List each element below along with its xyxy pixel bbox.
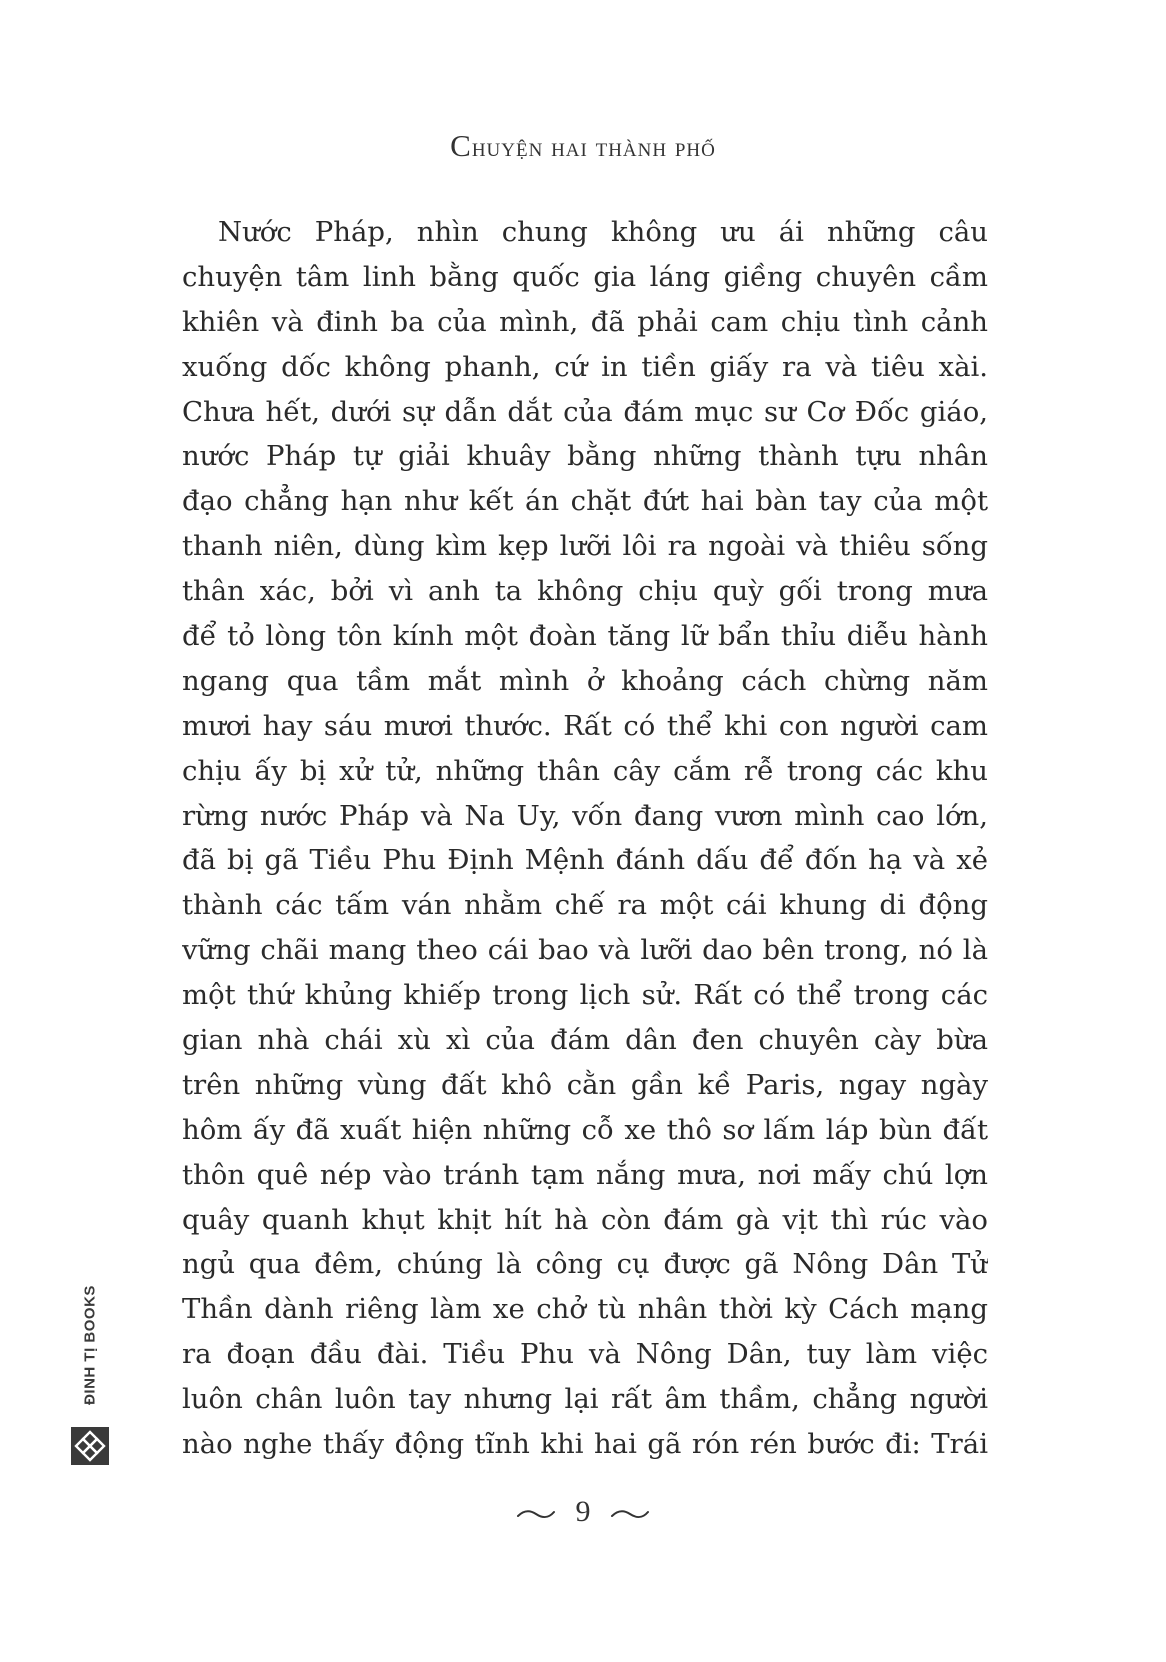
text-line: gian nhà chái xù xì của đám dân đen chuyên cày bừa	[182, 1024, 988, 1057]
text-line: rừng nước Pháp và Na Uy, vốn đang vươn mình cao lớn,	[182, 799, 988, 832]
text-line: nước Pháp tự giải khuây bằng những thành tựu nhân	[182, 440, 988, 473]
text-line: Thần dành riêng làm xe chở tù nhân thời kỳ Cách mạng	[182, 1293, 988, 1326]
text-line: thành các tấm ván nhằm chế ra một cái khung di động	[182, 889, 988, 922]
text-line: nào nghe thấy động tĩnh khi hai gã rón rén bước đi: Trái	[182, 1428, 988, 1461]
text-line: chịu ấy bị xử tử, những thân cây cắm rễ trong các khu	[182, 754, 988, 787]
text-line: trên những vùng đất khô cằn gần kề Paris, ngay ngày	[182, 1068, 988, 1101]
left-swash-icon	[516, 1506, 556, 1522]
text-line: mươi hay sáu mươi thước. Rất có thể khi con người cam	[182, 709, 988, 742]
text-line: để tỏ lòng tôn kính một đoàn tăng lữ bẩn thỉu diễu hành	[182, 620, 988, 653]
body-text	[182, 210, 988, 1467]
text-line: luôn chân luôn tay nhưng lại rất âm thầm, chẳng người	[182, 1383, 988, 1416]
publisher-mark	[68, 1285, 112, 1465]
text-line: khiên và đinh ba của mình, đã phải cam chịu tình cảnh	[182, 305, 988, 338]
text-line: chuyện tâm linh bằng quốc gia láng giềng chuyên cầm	[182, 260, 988, 293]
page-number: 9	[575, 1495, 591, 1528]
text-line: quây quanh khụt khịt hít hà còn đám gà vịt thì rúc vào	[182, 1203, 988, 1236]
text-line: ngang qua tầm mắt mình ở khoảng cách chừng năm	[182, 664, 988, 697]
text-line: ngủ qua đêm, chúng là công cụ được gã Nông Dân Tử	[182, 1248, 988, 1281]
text-line: đạo chẳng hạn như kết án chặt đứt hai bàn tay của một	[182, 485, 988, 518]
text-line: một thứ khủng khiếp trong lịch sử. Rất có thể trong các	[182, 979, 988, 1012]
text-line: xuống dốc không phanh, cứ in tiền giấy ra và tiêu xài.	[182, 350, 988, 383]
running-header-title: huyện hai thành phố	[471, 132, 716, 162]
publisher-name: ĐINH TỊ BOOKS	[81, 1285, 99, 1405]
text-line: Chưa hết, dưới sự dẫn dắt của đám mục sư Cơ Đốc giáo,	[182, 395, 988, 428]
text-line: thân xác, bởi vì anh ta không chịu quỳ gối trong mưa	[182, 575, 988, 608]
diamond-knot-logo-icon	[71, 1427, 109, 1465]
text-line: đã bị gã Tiều Phu Định Mệnh đánh dấu để đốn hạ và xẻ	[182, 844, 988, 877]
running-header	[0, 128, 1166, 164]
text-line: thôn quê nép vào tránh tạm nắng mưa, nơi mấy chú lợn	[182, 1158, 988, 1191]
page-folio	[0, 1495, 1166, 1529]
text-line: thanh niên, dùng kìm kẹp lưỡi lôi ra ngoài và thiêu sống	[182, 530, 988, 563]
right-swash-icon	[610, 1506, 650, 1522]
text-line: ra đoạn đầu đài. Tiều Phu và Nông Dân, tuy làm việc	[182, 1338, 988, 1371]
running-header-initial: C	[450, 128, 472, 163]
text-line: Nước Pháp, nhìn chung không ưu ái những câu	[218, 216, 988, 248]
text-line: vững chãi mang theo cái bao và lưỡi dao bên trong, nó là	[182, 934, 988, 967]
text-line: hôm ấy đã xuất hiện những cỗ xe thô sơ lấm láp bùn đất	[182, 1113, 988, 1146]
